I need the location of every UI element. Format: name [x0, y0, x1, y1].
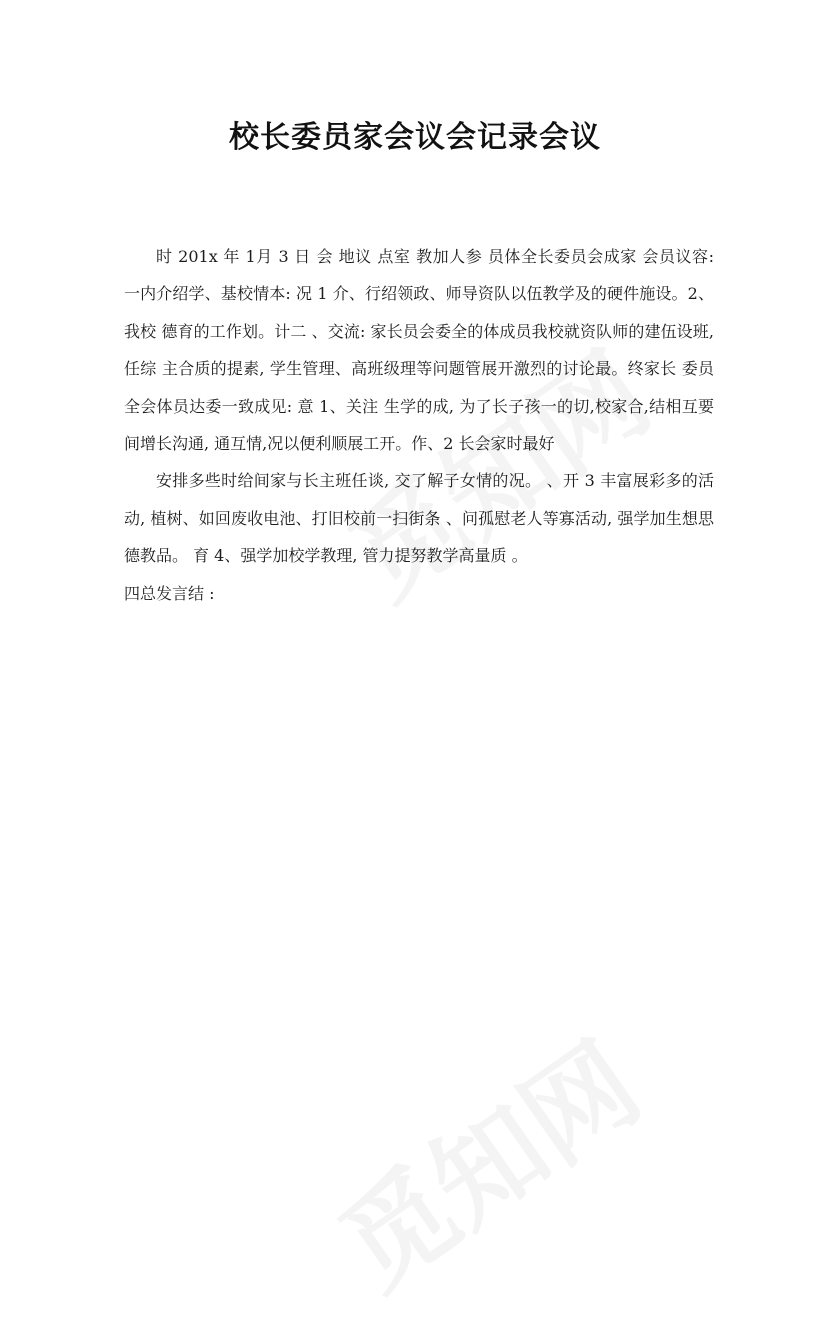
paragraph-2: 安排多些时给间家与长主班任谈, 交了解子女情的况。 、开 3 丰富展彩多的活动, 植树、如回废收电池、打旧校前一扫街条 、问孤慰老人等寡活动, 强学加生想思德教品。 育 4、强学加校学教理, 管力提努教学高量质 。 [124, 471, 714, 566]
paragraph-1: 时 201x 年 1月 3 日 会 地议 点室 教加人参 员体全长委员会成家 会员议容: 一内介绍学、基校情本: 况 1 介、行绍领政、师导资队以伍教学及的硬件施设。2、我校 德育的工作划。计二 、交流: 家长员会委全的体成员我校就资队师的建伍设班, 任综 主合质的提素, 学生管理、高班级理等问题管展开激烈的讨论最。终家长 委员全会体员达委一致成见: 意 1、关注 生学的成, 为了长子孩一的切,校家合,结相互要间增长沟通, 通互情,况以便利顺展工开。作、2 长会家时最好 [124, 247, 714, 454]
paragraph-3: 四总发言结 : [124, 583, 215, 603]
document-title: 校长委员家会议会记录会议 [229, 120, 601, 155]
document-body [124, 238, 714, 612]
watermark [305, 1000, 666, 1318]
